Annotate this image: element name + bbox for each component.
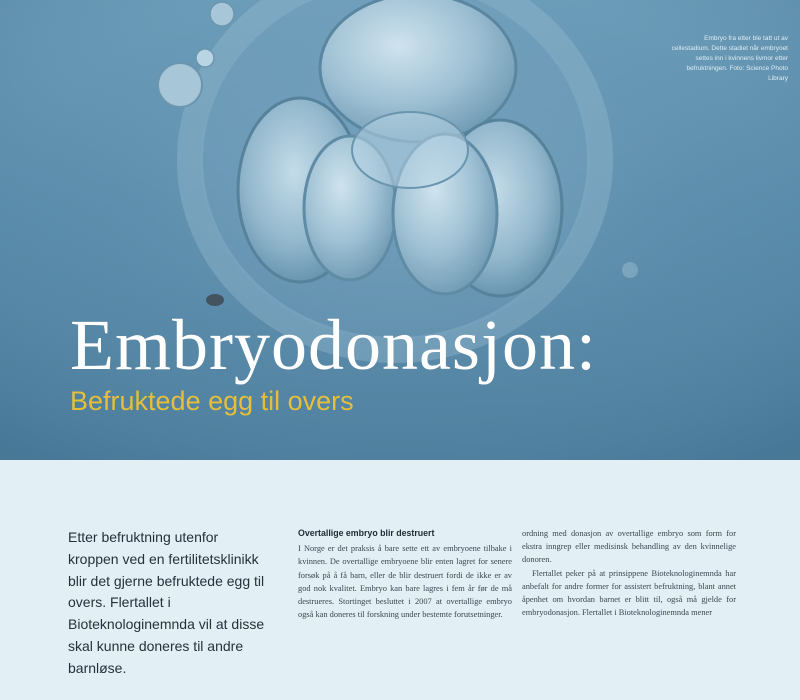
paragraph: I Norge er det praksis å bare sette ett av embryoene tilbake i kvinnen. De overtallige embryoene blir enten lagret for senere forsøk på å få barn, eller de blir destruert fordi de ikke er av god nok kvalitet. Embryo kan bare lagres i fem år før de må destrueres. Stortinget besluttet i 2007 at overtallige embryo også kan doneres til forskning under bestemte forutsetninger. (298, 544, 512, 620)
article-title: Embryodonasjon: (70, 305, 597, 385)
lead-paragraph: Etter befruktning utenfor kroppen ved en fertilitetsklinikk blir det gjerne befruktede egg til overs. Flertallet i Bioteknologinemnda vil at disse skal kunne doneres til andre barnløse. (68, 529, 265, 676)
text-column-1 (298, 527, 512, 621)
paragraph: ordning med donasjon av overtallige embryo som form for ekstra inngrep eller medisinsk behandling av den kvinnelige donoren. (522, 529, 736, 565)
paragraph: Flertallet peker på at prinsippene Bioteknologinemnda har anbefalt for andre former for assistert befruktning, blant annet åpenhet om hvordan barnet er blitt til, også må gjelde for embryodonasjon. Flertallet i Bioteknologinemnda mener (522, 568, 736, 618)
article-subtitle: Befruktede egg til overs (70, 386, 354, 416)
section-heading: Overtallige embryo blir destruert (298, 528, 435, 538)
photo-caption: Embryo fra etter ble tatt ut av cellestadium. Dette stadiet når embryoet settes inn i kvinnens livmor etter befruktningen. Foto: Science Photo Library (671, 35, 788, 82)
text-column-2 (522, 527, 736, 619)
